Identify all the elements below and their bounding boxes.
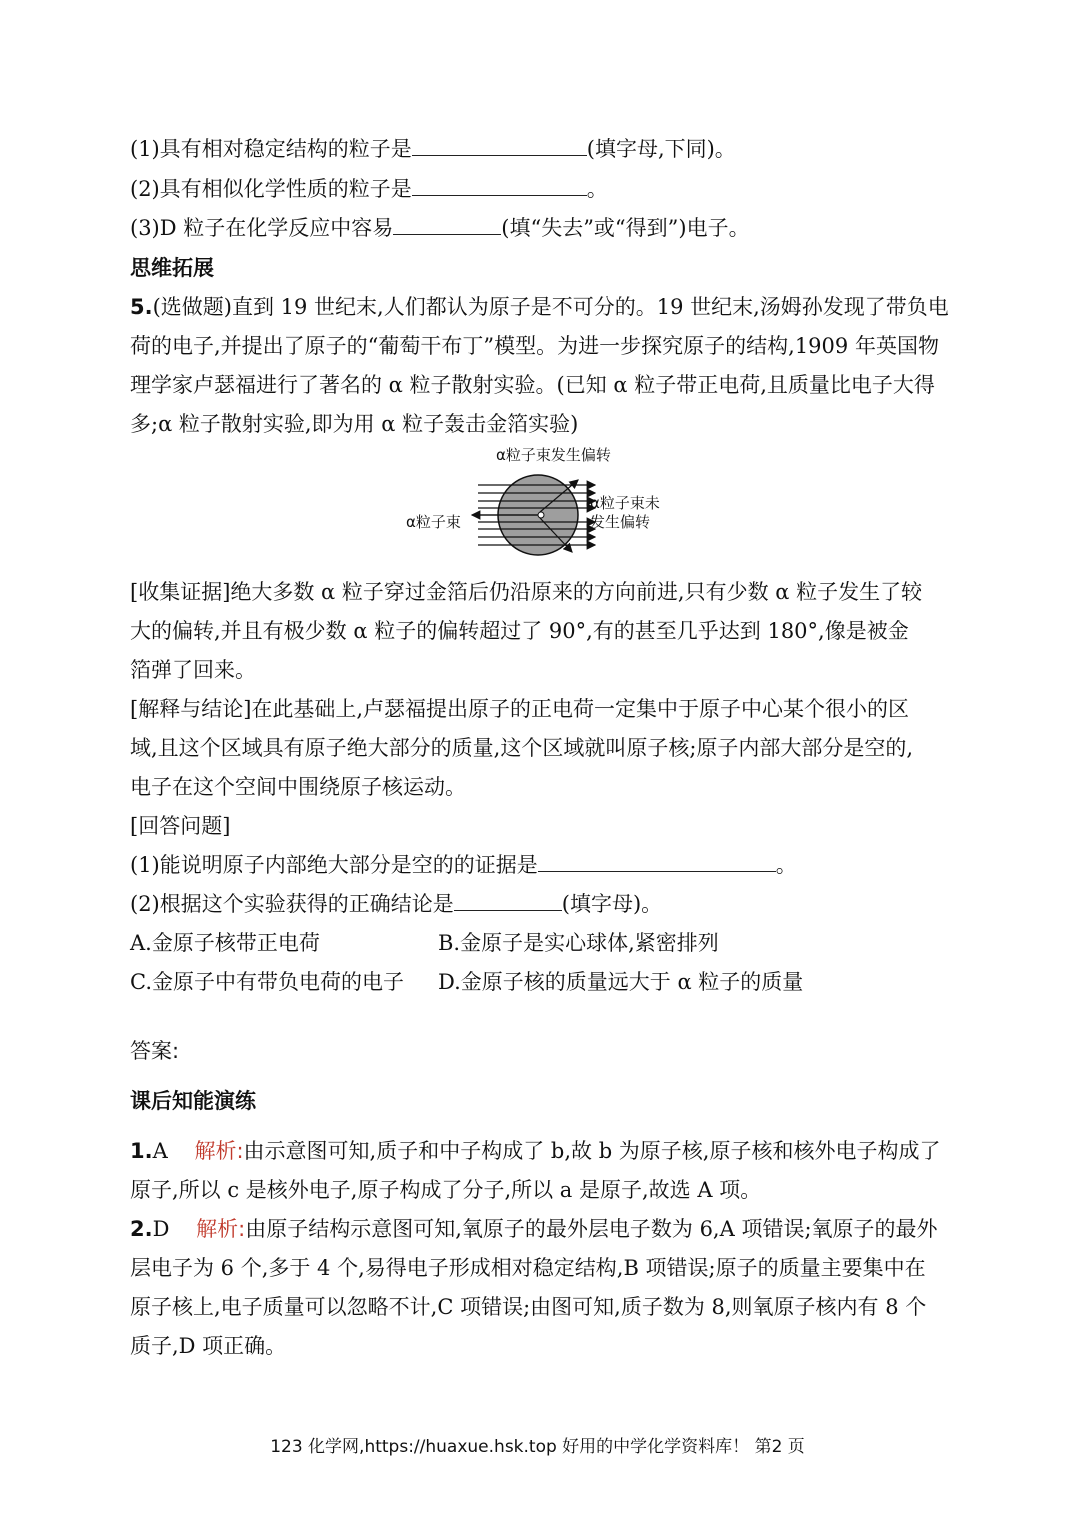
solution-text: 由原子结构示意图可知,氧原子的最外层电子数为 6,A 项错误;氧原子的最外: [245, 1217, 938, 1241]
q5-line: 理学家卢瑟福进行了著名的 α 粒子散射实验。(已知 α 粒子带正电荷,且质量比电子大得: [130, 373, 935, 397]
analysis-tag: 解析:: [196, 1217, 246, 1241]
question-a1: [130, 137, 736, 161]
evidence-line: 箔弹了回来。: [130, 658, 256, 682]
figure-label-right-2: 发生偏转: [590, 513, 651, 531]
solution-answer: A: [152, 1139, 168, 1163]
nucleus: [538, 512, 544, 518]
analysis-tag: 解析:: [194, 1139, 244, 1163]
solution-text: 由示意图可知,质子和中子构成了 b,故 b 为原子核,原子核和核外电子构成了: [243, 1139, 941, 1163]
solution-2-line: 质子,D 项正确。: [130, 1334, 287, 1358]
question-text: 。: [775, 853, 797, 877]
question-text: (选做题)直到 19 世纪末,人们都认为原子是不可分的。19 世纪末,汤姆孙发现了带负电: [152, 295, 949, 319]
answer-q1: [130, 853, 797, 877]
solution-2-line: [130, 1217, 938, 1241]
conclusion-line: 域,且这个区域具有原子绝大部分的质量,这个区域就叫原子核;原子内部大部分是空的,: [130, 736, 914, 760]
page-footer: 123 化学网,https://huaxue.hsk.top 好用的中学化学资料库！ 第2 页: [270, 1437, 805, 1457]
question-text: (填“失去”或“得到”)电子。: [501, 216, 750, 240]
solution-answer: D: [152, 1217, 170, 1241]
solution-2-line: 原子核上,电子质量可以忽略不计,C 项错误;由图可知,质子数为 8,则氧原子核内有 8 个: [130, 1295, 927, 1319]
solution-1-line: 原子,所以 c 是核外电子,原子构成了分子,所以 a 是原子,故选 A 项。: [130, 1178, 762, 1202]
question-text: (2)根据这个实验获得的正确结论是: [130, 892, 454, 916]
figure-label-right-1: α粒子束未: [590, 494, 660, 512]
answers-label: 答案:: [130, 1039, 180, 1063]
solution-number: 2.: [130, 1217, 153, 1241]
question-a3: [130, 216, 750, 240]
alpha-scattering-figure: [400, 440, 690, 570]
answer-q2: [130, 892, 662, 916]
q5-line: 多;α 粒子散射实验,即为用 α 粒子轰击金箔实验): [130, 412, 579, 436]
option-c[interactable]: C.金原子中有带负电荷的电子: [130, 970, 404, 994]
figure-label-left: α粒子束: [406, 513, 461, 531]
answer-blank[interactable]: [412, 177, 587, 196]
evidence-line: 大的偏转,并且有极少数 α 粒子的偏转超过了 90°,有的甚至几乎达到 180°,像是被金: [130, 619, 909, 643]
question-text: (3)D 粒子在化学反应中容易: [130, 216, 394, 240]
question-text: 。: [586, 177, 608, 201]
question-text: (2)具有相似化学性质的粒子是: [130, 177, 412, 201]
section-heading: 课后知能演练: [130, 1089, 256, 1113]
question-text: (填字母,下同)。: [586, 137, 736, 161]
section-heading: 思维拓展: [130, 256, 214, 280]
option-b[interactable]: B.金原子是实心球体,紧密排列: [438, 931, 719, 955]
answer-blank[interactable]: [454, 892, 562, 911]
q5-line: 荷的电子,并提出了原子的“葡萄干布丁”模型。为进一步探究原子的结构,1909 年英国物: [130, 334, 939, 358]
q5-line: [130, 295, 949, 319]
conclusion-line: 电子在这个空间中围绕原子核运动。: [130, 775, 466, 799]
conclusion-line: [解释与结论]在此基础上,卢瑟福提出原子的正电荷一定集中于原子中心某个很小的区: [130, 697, 910, 721]
question-number: 5.: [130, 295, 153, 319]
question-text: (填字母)。: [561, 892, 663, 916]
option-a[interactable]: A.金原子核带正电荷: [130, 931, 320, 955]
answer-blank[interactable]: [412, 137, 587, 156]
question-text: (1)具有相对稳定结构的粒子是: [130, 137, 412, 161]
option-d[interactable]: D.金原子核的质量远大于 α 粒子的质量: [438, 970, 804, 994]
evidence-line: [收集证据]绝大多数 α 粒子穿过金箔后仍沿原来的方向前进,只有少数 α 粒子发生了较: [130, 580, 923, 604]
solution-1-line: [130, 1139, 940, 1163]
question-a2: [130, 177, 608, 201]
answer-blank[interactable]: [393, 216, 501, 235]
solution-2-line: 层电子为 6 个,多于 4 个,易得电子形成相对稳定结构,B 项错误;原子的质量主要集中在: [130, 1256, 926, 1280]
question-text: (1)能说明原子内部绝大部分是空的的证据是: [130, 853, 538, 877]
answer-blank[interactable]: [538, 853, 776, 872]
figure-label-top: α粒子束发生偏转: [496, 446, 611, 464]
answer-heading: [回答问题]: [130, 814, 231, 838]
solution-number: 1.: [130, 1139, 153, 1163]
